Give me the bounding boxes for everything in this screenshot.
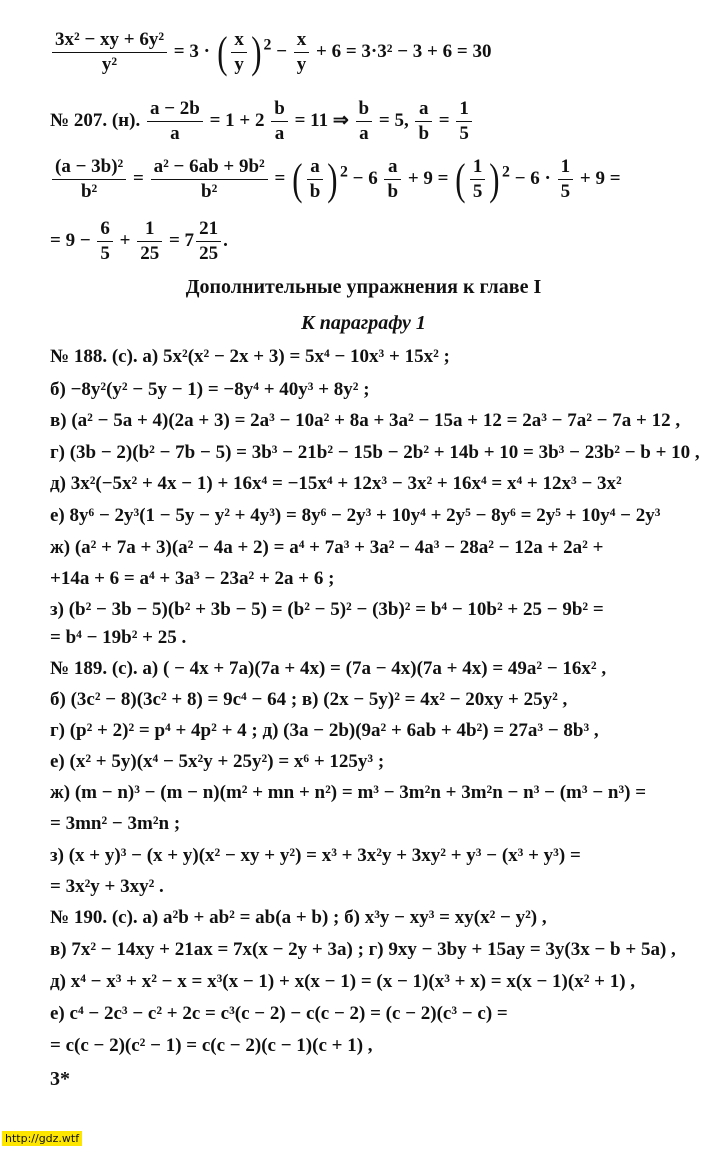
section-heading: Дополнительные упражнения к главе I <box>185 276 542 298</box>
watermark-link[interactable]: http://gdz.wtf <box>2 1131 82 1146</box>
fraction: $\frac{x}{y}$ <box>231 28 247 77</box>
text-line: = c(c − 2)(c² − 1) = c(c − 2)(c − 1)(c + 1) , <box>50 1035 373 1056</box>
formula-line-1: $\frac{\text{3x² − xy + 6y²}}{\text{y²}}$ = 3 · ( $\frac{x}{y}$ ) $^2$ − $\frac{x}{y}$ + 6 = 3·3² − 3 + 6 = 30 <box>50 28 491 77</box>
text-line: ж) (m − n)³ − (m − n)(m² + mn + n²) = m³ − 3m²n + 3m²n − n³ − (m³ − n³) = <box>50 782 647 803</box>
text-line: ж) (a² + 7a + 3)(a² − 4a + 2) = a⁴ + 7a³ + 3a² − 4a³ − 28a² − 12a + 2a² + <box>50 537 604 558</box>
text-line: № 190. (с). а) a²b + ab² = ab(a + b) ; б) x³y − xy³ = xy(x² − y²) , <box>50 907 547 928</box>
formula-line-2: № 207. (н). $\frac{a - 2b}{a}$ = 1 + 2 $\frac{b}{a}$ = 11 ⇒ $\frac{b}{a}$ = 5, $\frac{a}{b}$ = $\frac{1}{5}$ <box>50 97 474 146</box>
page-marker: 3* <box>50 1068 70 1090</box>
text-line: е) c⁴ − 2c³ − c² + 2c = c³(c − 2) − c(c − 2) = (c − 2)(c³ − c) = <box>50 1003 508 1024</box>
fraction: $\frac{1}{25}$ <box>137 217 162 266</box>
text-line: е) 8y⁶ − 2y³(1 − 5y − y² + 4y³) = 8y⁶ − 2y³ + 10y⁴ + 2y⁵ − 8y⁶ = 2y⁵ + 10y⁴ − 2y³ <box>50 505 661 526</box>
formula-line-3: $\frac{\text{(a − 3b)²}}{\text{b²}}$ = $\frac{\text{a² − 6ab + 9b²}}{\text{b²}}$ = ( $\frac{a}{b}$ ) $^2$ − 6 $\frac{a}{b}$ + 9 = ( $\frac{1}{5}$ ) $^2$ − 6 · $\frac{1}{5}$ + 9 = <box>50 155 621 204</box>
fraction: $\frac{1}{5}$ <box>456 97 472 146</box>
fraction: $\frac{a}{b}$ <box>307 155 324 204</box>
text-line: = b⁴ − 19b² + 25 . <box>50 627 187 648</box>
fraction: $\frac{1}{5}$ <box>558 155 574 204</box>
text-line: в) (a² − 5a + 4)(2a + 3) = 2a³ − 10a² + 8a + 3a² − 15a + 12 = 2a³ − 7a² − 7a + 12 , <box>50 410 681 431</box>
fraction: $\frac{6}{5}$ <box>97 217 113 266</box>
fraction: $\frac{a}{b}$ <box>415 97 432 146</box>
text-line: № 188. (с). а) 5x²(x² − 2x + 3) = 5x⁴ − 10x³ + 15x² ; <box>50 346 450 367</box>
text-line: б) −8y²(y² − 5y − 1) = −8y⁴ + 40y³ + 8y² ; <box>50 379 370 400</box>
text-line: в) 7x² − 14xy + 21ax = 7x(x − 2y + 3a) ; г) 9xy − 3by + 15ay = 3y(3x − b + 5a) , <box>50 939 676 960</box>
fraction: $\frac{b}{a}$ <box>271 97 288 146</box>
fraction: $\frac{b}{a}$ <box>356 97 373 146</box>
text-line: б) (3c² − 8)(3c² + 8) = 9c⁴ − 64 ; в) (2x − 5y)² = 4x² − 20xy + 25y² , <box>50 689 568 710</box>
fraction: $\frac{\text{(a − 3b)²}}{\text{b²}}$ <box>52 155 126 204</box>
text-line: № 189. (с). а) ( − 4x + 7a)(7a + 4x) = (7a − 4x)(7a + 4x) = 49a² − 16x² , <box>50 658 607 679</box>
section-subheading: К параграфу 1 <box>301 312 426 334</box>
text-line: г) (p² + 2)² = p⁴ + 4p² + 4 ; д) (3a − 2b)(9a² + 6ab + 4b²) = 27a³ − 8b³ , <box>50 720 599 741</box>
fraction: $\frac{\text{3x² − xy + 6y²}}{\text{y²}}$ <box>52 28 167 77</box>
fraction: $\frac{a - 2b}{a}$ <box>147 97 203 146</box>
text-line: з) (x + y)³ − (x + y)(x² − xy + y²) = x³ + 3x²y + 3xy² + y³ − (x³ + y³) = <box>50 845 581 866</box>
fraction: $\frac{1}{5}$ <box>470 155 486 204</box>
text-line: = 3x²y + 3xy² . <box>50 876 164 897</box>
text-line: +14a + 6 = a⁴ + 3a³ − 23a² + 2a + 6 ; <box>50 568 335 589</box>
text-line: д) 3x²(−5x² + 4x − 1) + 16x⁴ = −15x⁴ + 12x³ − 3x² + 16x⁴ = x⁴ + 12x³ − 3x² <box>50 473 622 494</box>
fraction: $\frac{21}{25}$ <box>196 217 221 266</box>
formula-line-4: = 9 − $\frac{6}{5}$ + $\frac{1}{25}$ = 7 $\frac{21}{25}$ . <box>50 218 228 264</box>
text-line: = 3mn² − 3m²n ; <box>50 813 181 834</box>
text-line: г) (3b − 2)(b² − 7b − 5) = 3b³ − 21b² − 15b − 2b² + 14b + 10 = 3b³ − 23b² − b + 10 , <box>50 442 700 463</box>
text-line: е) (x² + 5y)(x⁴ − 5x²y + 25y²) = x⁶ + 125y³ ; <box>50 751 385 772</box>
fraction: $\frac{x}{y}$ <box>294 28 310 77</box>
text-line: з) (b² − 3b − 5)(b² + 3b − 5) = (b² − 5)² − (3b)² = b⁴ − 10b² + 25 − 9b² = <box>50 599 604 620</box>
text-line: д) x⁴ − x³ + x² − x = x³(x − 1) + x(x − 1) = (x − 1)(x³ + x) = x(x − 1)(x² + 1) , <box>50 971 636 992</box>
fraction: $\frac{a}{b}$ <box>384 155 401 204</box>
fraction: $\frac{\text{a² − 6ab + 9b²}}{\text{b²}}$ <box>151 155 268 204</box>
